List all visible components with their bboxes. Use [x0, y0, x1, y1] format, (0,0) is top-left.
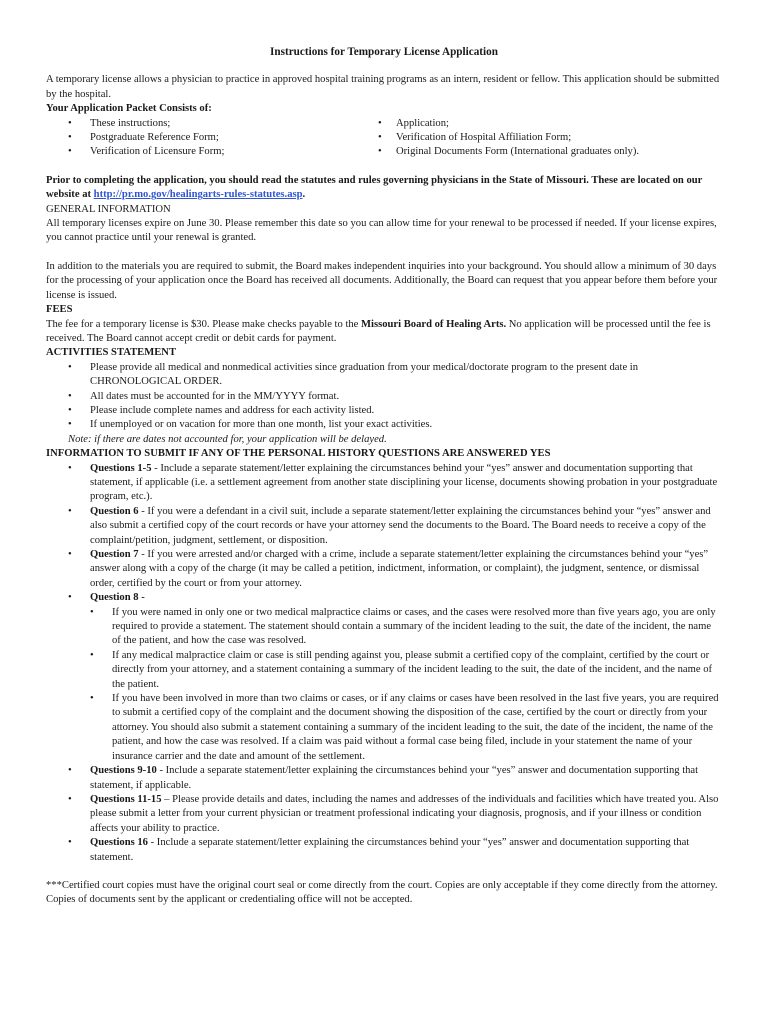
- list-item: [46, 462, 722, 505]
- statutes-notice: [46, 174, 722, 203]
- fees-paragraph: [46, 318, 722, 347]
- list-item: • All dates must be accounted for in the MM/YYYY format.: [46, 390, 722, 404]
- fees-heading: FEES: [46, 304, 73, 316]
- list-item: [46, 548, 722, 591]
- intro-paragraph: A temporary license allows a physician to practice in approved hospital training programs as an intern, resident or fellow. This application should be submitted by the hospital.: [46, 74, 720, 100]
- list-item: [46, 793, 722, 836]
- list-item: [46, 836, 722, 865]
- question-label: Question 6: [90, 505, 139, 517]
- activities-note: Note: if there are dates not accounted for, your application will be delayed.: [68, 433, 387, 445]
- question-text: - Include a separate statement/letter explaining the circumstances behind your “yes” answer and documentation supporting that statement.: [90, 837, 690, 863]
- statutes-notice-end: .: [302, 189, 306, 201]
- packet-item: • Original Documents Form (International graduates only).: [376, 145, 639, 159]
- list-item: • Please include complete names and address for each activity listed.: [46, 404, 722, 418]
- statutes-link[interactable]: http://pr.mo.gov/healingarts-rules-statutes.asp: [93, 189, 303, 201]
- fees-text: No application will be processed until the fee is received. The Board cannot accept credit or debit cards for payment.: [46, 318, 711, 344]
- question-label: Question 8 -: [90, 592, 145, 604]
- board-name: Missouri Board of Healing Arts.: [361, 318, 507, 330]
- sub-list-item: • If you have been involved in more than two claims or cases, or if any claims or cases have been resolved in the last five years, you are required to submit a certified copy of the complaint and the document showing the disposition of the case, certified by the court or directly from your attorney. You should also submit a statement containing a summary of the incident leading to the suit, the date of the incident, the name of the patient, and how the case was resolved. If a claim was paid without a formal case being filed, include in your statement the name of your insurance carrier and the date and amount of the settlement.: [46, 692, 722, 764]
- question-label: Questions 11-15: [90, 793, 162, 805]
- packet-item: • These instructions;: [46, 117, 376, 131]
- activities-list: [46, 361, 722, 433]
- packet-item: • Postgraduate Reference Form;: [46, 131, 376, 145]
- page-title: Instructions for Temporary License Application: [270, 46, 498, 58]
- question-label: Questions 9-10: [90, 765, 157, 777]
- personal-history-list: [46, 462, 722, 606]
- fees-text: The fee for a temporary license is $30. Please make checks payable to the: [46, 318, 362, 330]
- sub-list-item: • If any medical malpractice claim or case is still pending against you, please submit a certified copy of the complaint, certified by the court or directly from your attorney, and a statement containing a summary of the incident leading to the suit, the date of the incident, and the name of the patient.: [46, 649, 722, 692]
- packet-list: [46, 117, 722, 160]
- statutes-notice-text: Prior to completing the application, you should read the statutes and rules governing physicians in the State of Missouri. These are located on our website at: [46, 174, 703, 201]
- question-label: Question 7: [90, 549, 139, 560]
- packet-list-left: [46, 117, 376, 160]
- list-item: [46, 764, 722, 793]
- list-item: [46, 505, 722, 548]
- document-page: [46, 45, 722, 908]
- question-text: - If you were a defendant in a civil suit, include a separate statement/letter explaining the circumstances behind your “yes” answer and also submit a certified copy of the court records or have your attorney send the documents to the Board. The Board needs to receive a copy of the complaint/petition, judgment, settlement, or disposition.: [90, 505, 711, 546]
- question-text: - If you were arrested and/or charged with a crime, include a separate statement/letter explaining the circumstances behind your “yes” answer along with a copy of the charge (it may be called a petition, indictment, information, or complaint), the judgment, sentence, or dismissal order, certified by the court or from your attorney.: [90, 549, 709, 589]
- question-text: – Please provide details and dates, including the names and addresses of the individuals and facilities which have treated you. Also please submit a letter from your current physician or treatment professional indicating your diagnosis, prognosis, and if your illness or condition affects your ability to practice.: [90, 793, 719, 834]
- list-item: [46, 591, 722, 605]
- packet-item: • Verification of Licensure Form;: [46, 145, 376, 159]
- question-8-sublist: [46, 606, 722, 764]
- general-information-heading: GENERAL INFORMATION: [46, 203, 171, 215]
- question-label: Questions 1-5: [90, 462, 152, 474]
- question-label: Questions 16: [90, 837, 148, 849]
- packet-heading: Your Application Packet Consists of:: [46, 103, 212, 115]
- packet-list-right: [376, 117, 639, 160]
- question-text: - Include a separate statement/letter explaining the circumstances behind your “yes” answer and documentation supporting that statement, if applicable.: [90, 765, 699, 791]
- packet-item: • Verification of Hospital Affiliation Form;: [376, 131, 639, 145]
- certified-copies-note: ***Certified court copies must have the original court seal or come directly from the court. Copies are only acceptable if they come directly from the attorney. Copies of documents sent by the applicant or credentialing office will not be accepted.: [46, 879, 718, 906]
- activities-heading: ACTIVITIES STATEMENT: [46, 347, 177, 359]
- sub-list-item: • If you were named in only one or two medical malpractice claims or cases, and the cases were resolved more than five years ago, you are only required to provide a statement. The statement should contain a summary of the incident leading to the suit, the date of the incident, the name of the patient, and how the case was resolved.: [46, 606, 722, 649]
- general-information-paragraph: All temporary licenses expire on June 30. Please remember this date so you can allow time for your renewal to be processed if needed. If your license expires, you cannot practice until your renewal is granted.: [46, 218, 717, 244]
- personal-history-heading: INFORMATION TO SUBMIT IF ANY OF THE PERSONAL HISTORY QUESTIONS ARE ANSWERED YES: [46, 448, 551, 460]
- list-item: • If unemployed or on vacation for more than one month, list your exact activities.: [46, 418, 722, 432]
- packet-item: • Application;: [376, 117, 639, 131]
- question-text: - Include a separate statement/letter explaining the circumstances behind your “yes” answer and documentation supporting that statement, if applicable (i.e. a settlement agreement from another state disciplining your license, documents showing probation in your postgraduate program, etc.).: [90, 462, 718, 503]
- general-information-paragraph: In addition to the materials you are required to submit, the Board makes independent inquiries into your background. You should allow a minimum of 30 days for the processing of your application once the Board has received all documents. Additionally, the Board can request that you appear before them before your license is issued.: [46, 260, 718, 301]
- list-item: • Please provide all medical and nonmedical activities since graduation from your medical/doctorate program to the present date in CHRONOLOGICAL ORDER.: [46, 361, 722, 390]
- personal-history-list-continued: [46, 764, 722, 865]
